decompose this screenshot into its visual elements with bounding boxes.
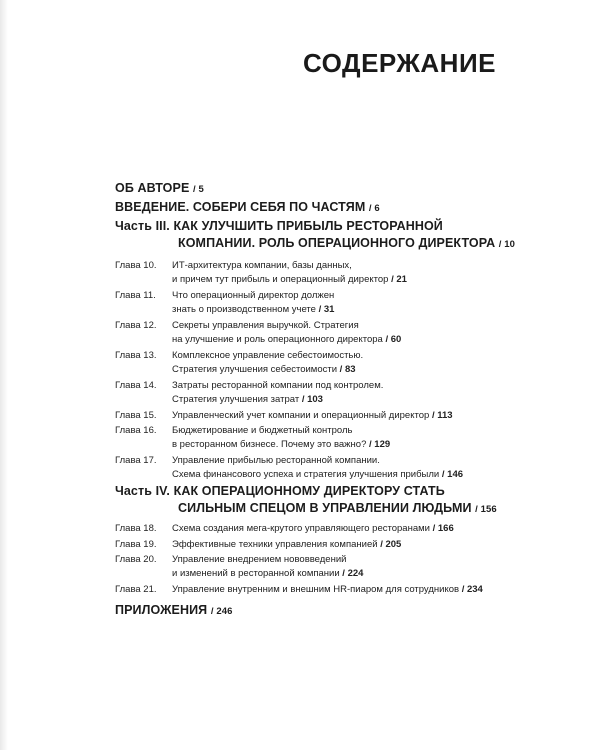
toc-chapter-21[interactable] [172, 584, 483, 595]
chapter-label: Глава 19. [115, 539, 157, 550]
toc-chapter-12[interactable] [172, 320, 401, 345]
toc-chapter-13[interactable] [172, 350, 363, 375]
chapter-label: Глава 11. [115, 290, 156, 301]
toc-chapter-17[interactable] [172, 455, 463, 480]
chapter-title-line1: Схема создания мега-крутого управляющего ресторанами / 166 [172, 523, 454, 534]
entry-title: ОБ АВТОРЕ [115, 181, 190, 195]
chapter-title-line2: и изменений в ресторанной компании / 224 [172, 568, 364, 579]
chapter-label: Глава 16. [115, 425, 157, 436]
chapter-title-line2: знать о производственном учете / 31 [172, 304, 335, 315]
chapter-title-line1: Что операционный директор должен [172, 290, 335, 301]
toc-entry-author[interactable] [115, 181, 204, 195]
entry-page: / 246 [210, 606, 233, 617]
part-title-line2: СИЛЬНЫМ СПЕЦОМ В УПРАВЛЕНИИ ЛЮДЬМИ [178, 501, 472, 515]
toc-part-4-cont [178, 501, 497, 515]
entry-page: / 156 [475, 504, 497, 515]
chapter-title-line1: Комплексное управление себестоимостью. [172, 350, 364, 361]
toc-chapter-11[interactable] [172, 290, 334, 315]
chapter-label: Глава 13. [115, 350, 157, 361]
chapter-title-line2: Схема финансового успеха и стратегия улучшения прибыли / 146 [172, 469, 464, 480]
chapter-label: Глава 12. [115, 320, 157, 331]
chapter-label: Глава 15. [115, 410, 157, 421]
toc-chapter-15[interactable] [172, 410, 453, 421]
toc-part-3[interactable] [115, 219, 443, 233]
chapter-title-line2: Стратегия улучшения затрат / 103 [172, 394, 323, 405]
entry-page: / 10 [498, 239, 516, 250]
entry-page: / 6 [368, 203, 380, 214]
part-title-line1: КАК ОПЕРАЦИОННОМУ ДИРЕКТОРУ СТАТЬ [173, 484, 445, 498]
toc-part-4[interactable] [115, 484, 445, 498]
part-title-line1: КАК УЛУЧШИТЬ ПРИБЫЛЬ РЕСТОРАННОЙ [173, 219, 443, 233]
chapter-title-line1: Секреты управления выручкой. Стратегия [172, 320, 359, 331]
chapter-title-line1: Эффективные техники управления компанией / 205 [172, 539, 402, 550]
part-label: Часть III. [115, 219, 170, 233]
chapter-title-line1: ИТ-архитектура компании, базы данных, [172, 260, 352, 271]
chapter-label: Глава 17. [115, 455, 157, 466]
chapter-title-line2: Стратегия улучшения себестоимости / 83 [172, 364, 356, 375]
chapter-title-line2: на улучшение и роль операционного директора / 60 [172, 334, 402, 345]
toc-chapter-20[interactable] [172, 554, 363, 579]
toc-chapter-18[interactable] [172, 523, 454, 534]
chapter-title-line1: Управление внедрением нововведений [172, 554, 347, 565]
chapter-title-line2: в ресторанном бизнесе. Почему это важно? / 129 [172, 439, 391, 450]
toc-entry-intro[interactable] [115, 200, 380, 214]
entry-title: ПРИЛОЖЕНИЯ [115, 603, 208, 617]
chapter-title-line1: Затраты ресторанной компании под контролем. [172, 380, 384, 391]
part-title-line2: КОМПАНИИ. РОЛЬ ОПЕРАЦИОННОГО ДИРЕКТОРА [178, 236, 496, 250]
chapter-title-line1: Управление прибылью ресторанной компании. [172, 455, 380, 466]
toc-chapter-10[interactable] [172, 260, 407, 285]
entry-title: ВВЕДЕНИЕ. СОБЕРИ СЕБЯ ПО ЧАСТЯМ [115, 200, 366, 214]
chapter-label: Глава 21. [115, 584, 157, 595]
chapter-label: Глава 20. [115, 554, 157, 565]
chapter-title-line1: Управленческий учет компании и операционный директор / 113 [172, 410, 453, 421]
page-edge [0, 0, 8, 750]
chapter-title-line1: Бюджетирование и бюджетный контроль [172, 425, 353, 436]
entry-page: / 5 [192, 184, 204, 195]
toc-chapter-19[interactable] [172, 539, 401, 550]
toc-entry-appendix[interactable] [115, 603, 233, 617]
chapter-title-line2: и причем тут прибыль и операционный директор / 21 [172, 274, 407, 285]
toc-chapter-14[interactable] [172, 380, 383, 405]
part-label: Часть IV. [115, 484, 171, 498]
toc-part-3-cont [178, 236, 515, 250]
page-title: СОДЕРЖАНИЕ [303, 48, 496, 78]
chapter-label: Глава 18. [115, 523, 157, 534]
chapter-label: Глава 10. [115, 260, 157, 271]
chapter-title-line1: Управление внутренним и внешним HR-пиаром для сотрудников / 234 [172, 584, 483, 595]
chapter-label: Глава 14. [115, 380, 157, 391]
toc-chapter-16[interactable] [172, 425, 390, 450]
